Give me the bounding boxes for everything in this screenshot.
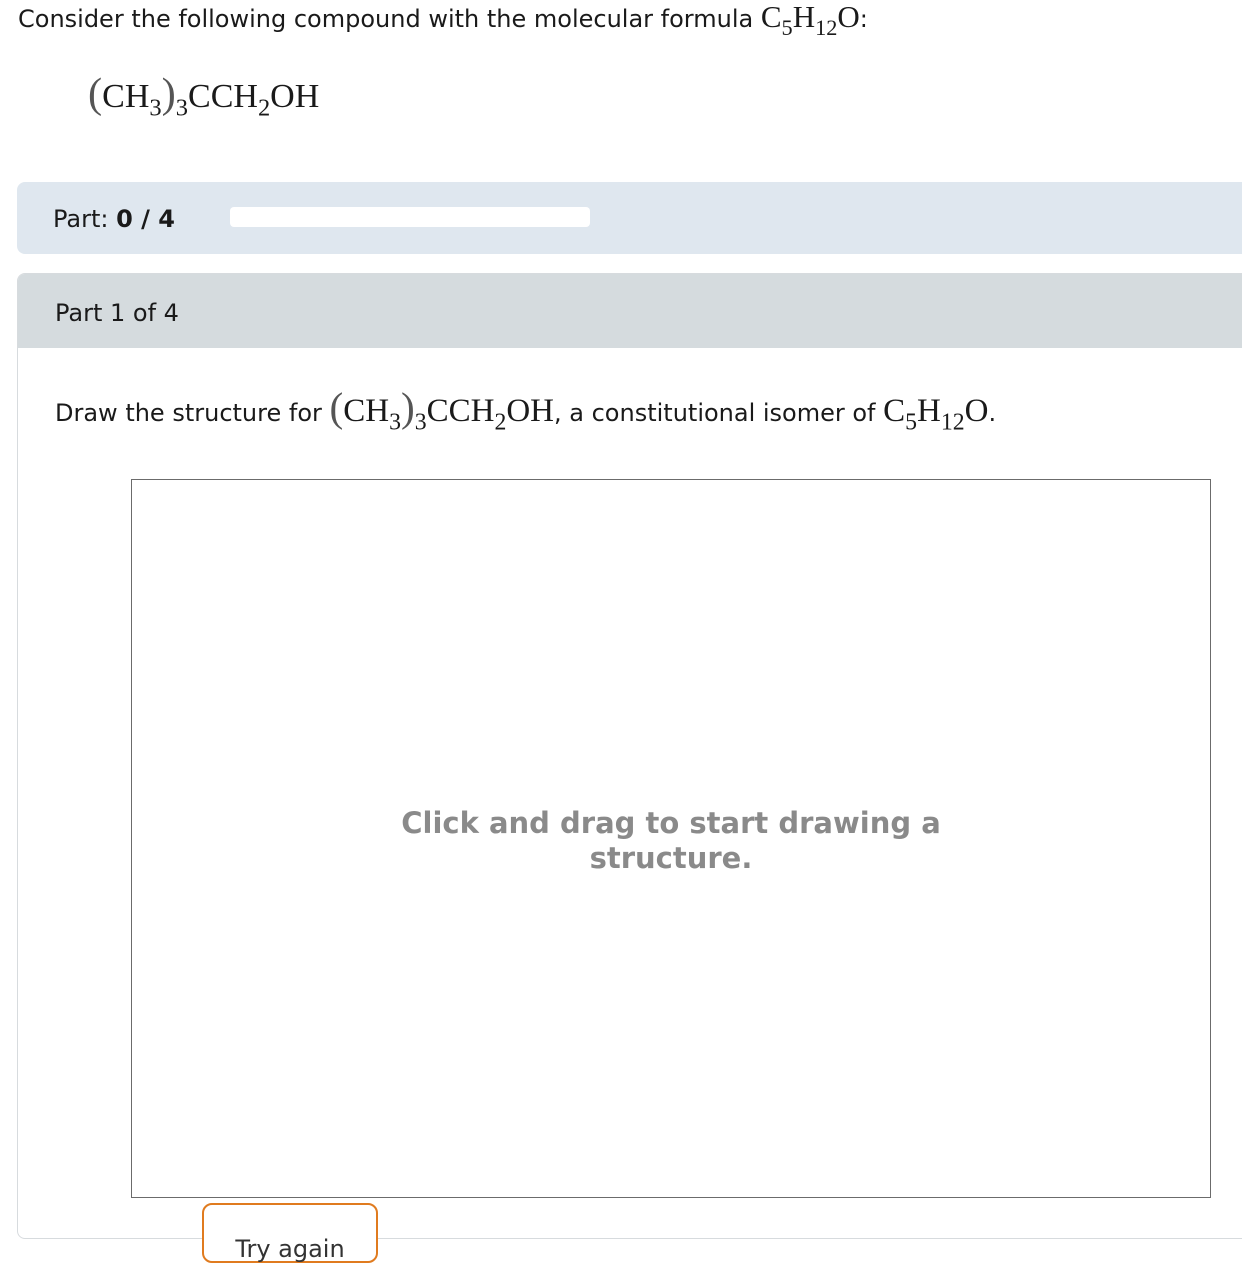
question-molecular-formula: $C_5H_{12}O$ [883,393,989,436]
intro-label: Consider the following compound with the molecular formula [18,5,754,33]
compound-formula: $(CH_3)_3CCH_2OH$ [88,70,320,122]
progress-value: 0 / 4 [116,205,175,233]
progress-label: Part: 0 / 4 [53,205,175,233]
canvas-hint: Click and drag to start drawing a structure. [401,806,941,875]
part-header-label: Part 1 of 4 [55,299,179,327]
part-header [18,274,1242,348]
try-again-button[interactable]: Try again [202,1203,378,1263]
intro-text [18,0,868,40]
progress-bar-panel [17,182,1242,254]
structure-drawing-canvas[interactable] [131,479,1211,1198]
question-text: Draw the structure for $(CH_3)_3CCH_2OH$, a constitutional isomer of $C_5H_{12}O$. [55,384,997,436]
intro-colon: : [859,5,868,33]
progress-track [230,207,590,227]
part-card [17,273,1242,1239]
question-compound-formula: $(CH_3)_3CCH_2OH$ [329,384,555,436]
molecular-formula: $C_5H_{12}O$ [760,0,860,40]
